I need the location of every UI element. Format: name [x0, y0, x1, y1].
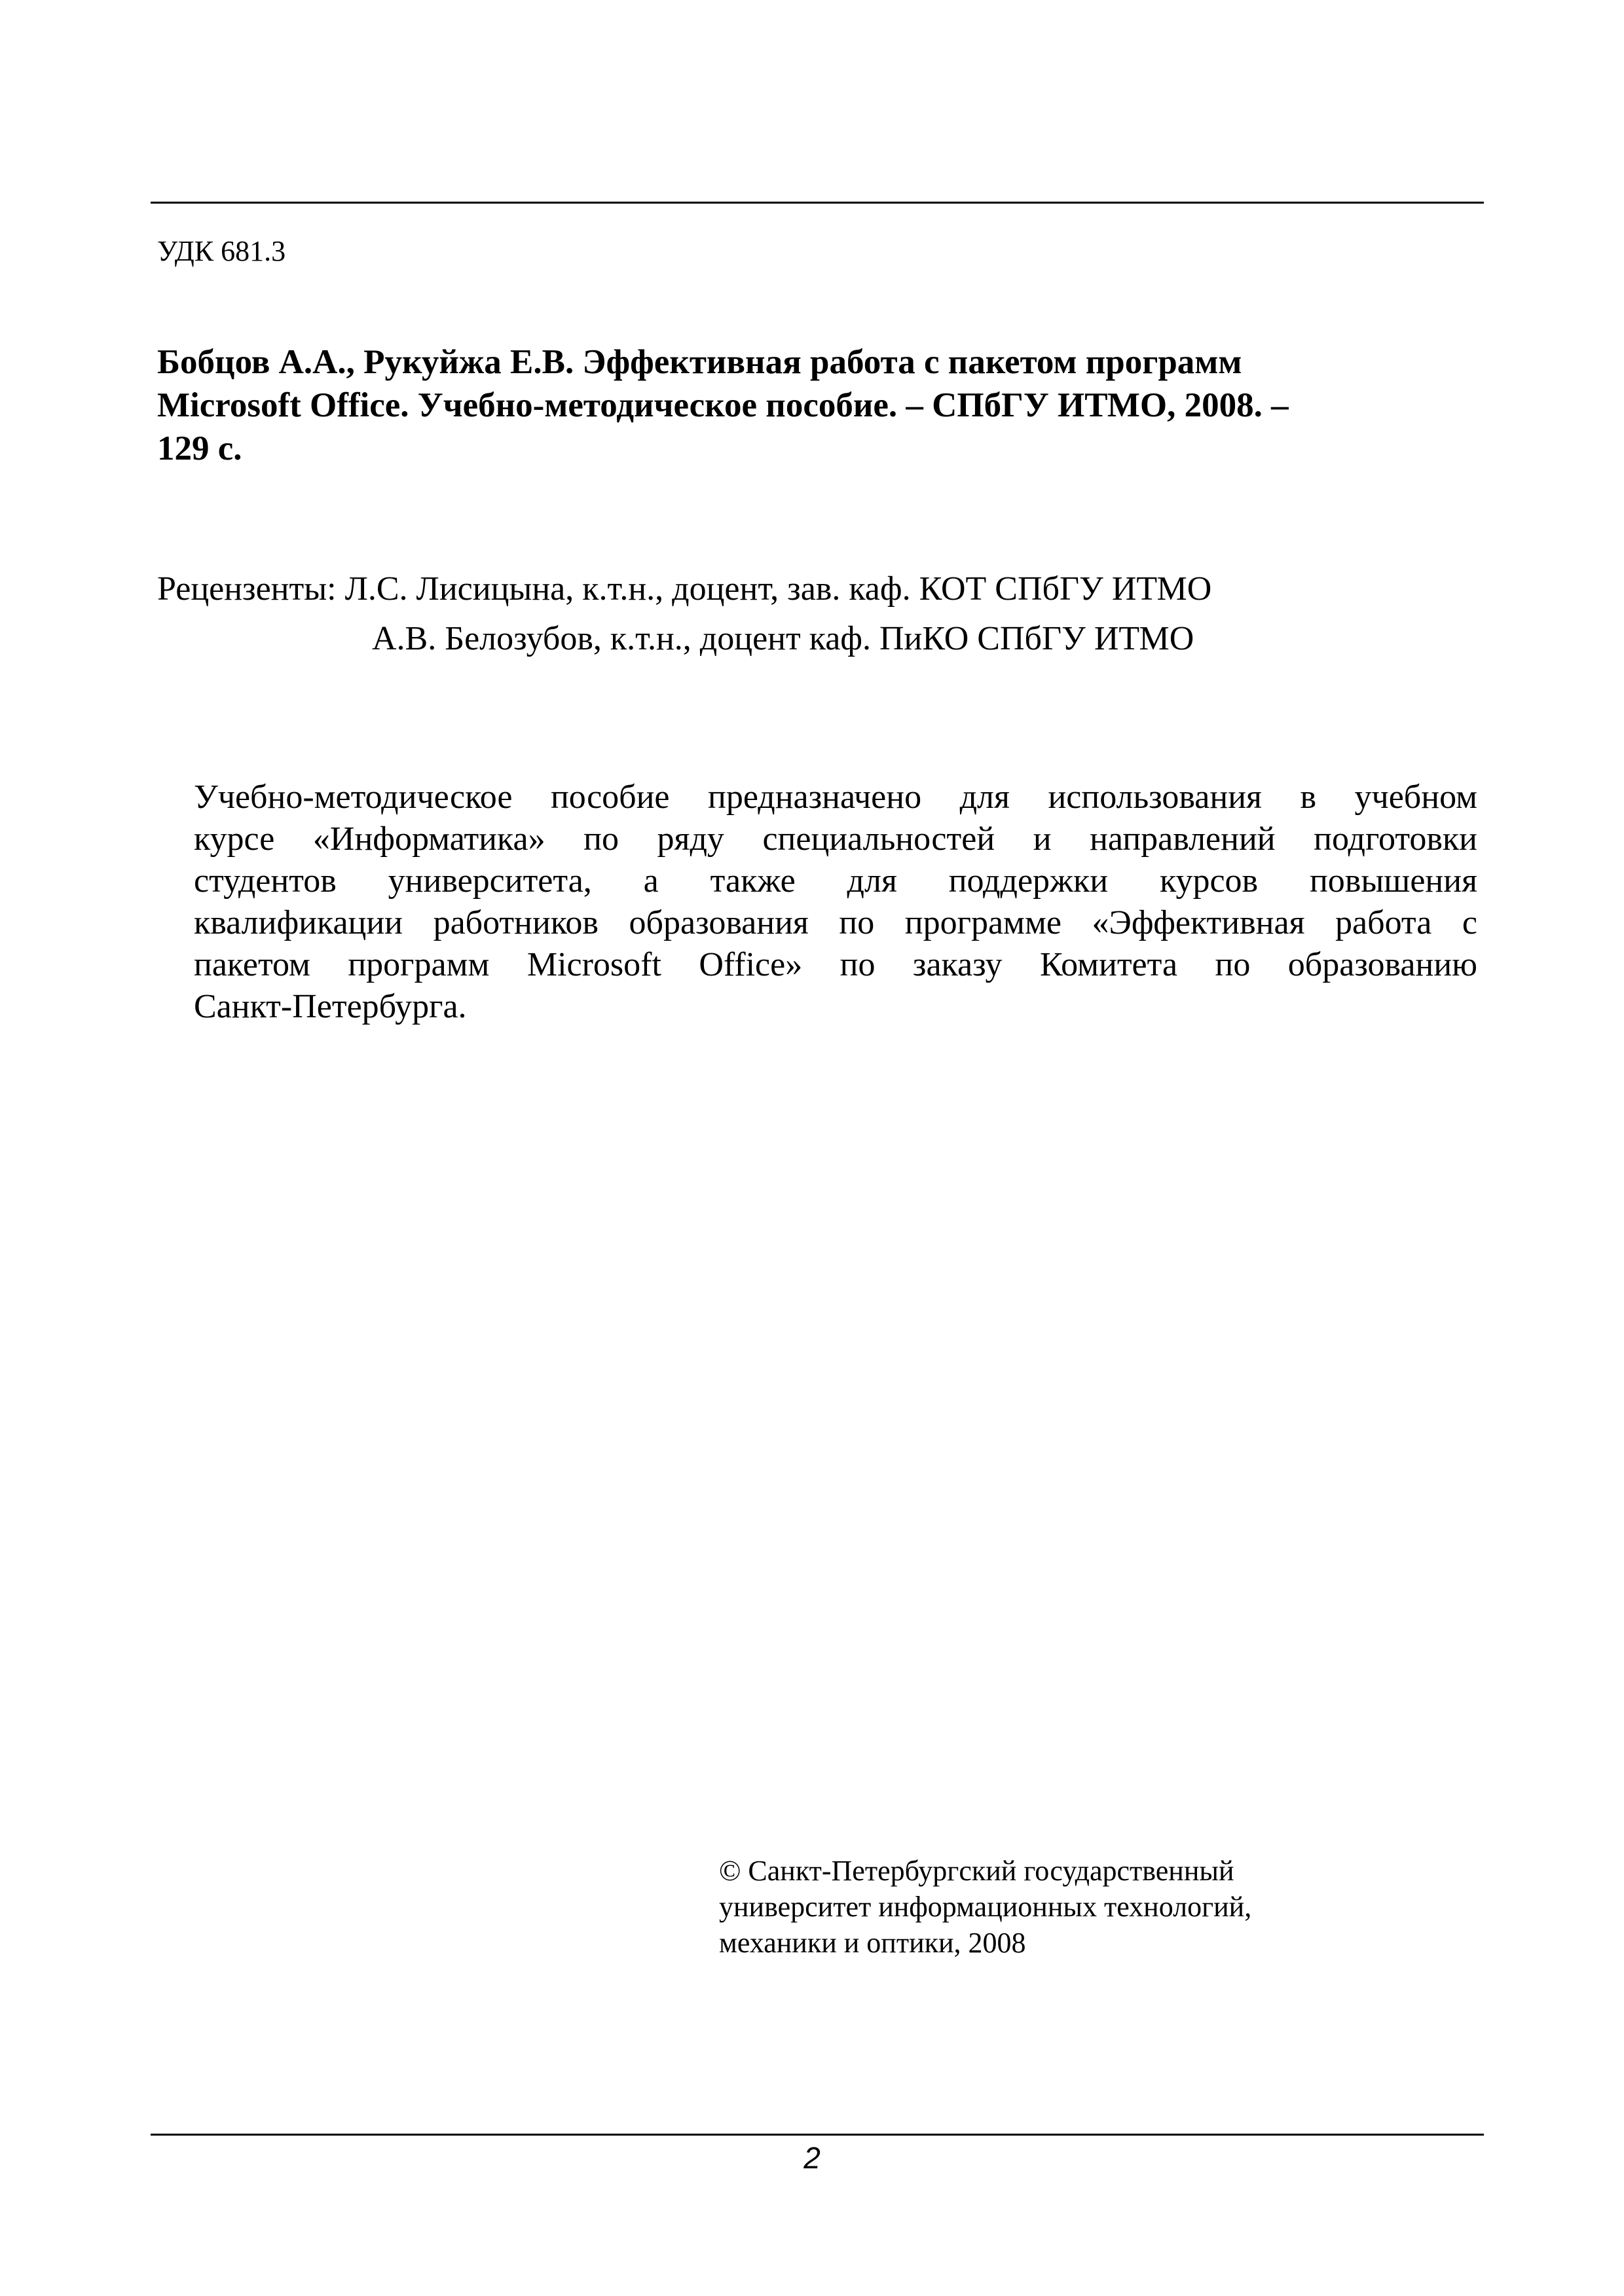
copyright-line: © Санкт-Петербургский государственный [719, 1855, 1234, 1887]
reviewer-second: А.В. Белозубов, к.т.н., доцент каф. ПиКО СПбГУ ИТМО [372, 620, 1194, 657]
abstract-line: Санкт-Петербурга. [194, 988, 467, 1025]
abstract-line: пакетом программ Microsoft Office» по заказу Комитета по образованию [194, 946, 1477, 983]
reviewer-row-2 [157, 614, 1211, 664]
bibliographic-record-line: 129 с. [157, 429, 242, 467]
bibliographic-record-line: Бобцов А.А., Рукуйжа Е.В. Эффективная работа с пакетом программ [157, 343, 1242, 381]
reviewer-row-1 [157, 564, 1211, 614]
abstract-line: студентов университета, а также для поддержки курсов повышения [194, 862, 1477, 900]
abstract-line: Учебно-методическое пособие предназначено для использования в учебном [194, 778, 1477, 816]
copyright-line: механики и оптики, 2008 [719, 1927, 1026, 1959]
abstract-line: курсе «Информатика» по ряду специальностей и направлений подготовки [194, 820, 1477, 858]
page-number: 2 [803, 2141, 821, 2175]
abstract-paragraph [194, 776, 1477, 1028]
footer-rule [151, 2134, 1484, 2136]
bibliographic-record-line: Microsoft Office. Учебно-методическое пособие. – СПбГУ ИТМО, 2008. – [157, 386, 1289, 424]
abstract-line: квалификации работников образования по программе «Эффективная работа с [194, 904, 1477, 941]
header-rule [151, 202, 1484, 204]
udk-code: УДК 681.3 [157, 235, 286, 267]
copyright-line: университет информационных технологий, [719, 1891, 1252, 1923]
reviewers-label: Рецензенты: [157, 570, 337, 608]
reviewer-first: Л.С. Лисицына, к.т.н., доцент, зав. каф. КОТ СПбГУ ИТМО [344, 570, 1212, 608]
copyright-notice [719, 1853, 1251, 1961]
bibliographic-record [157, 340, 1441, 470]
reviewers-block [157, 564, 1211, 664]
